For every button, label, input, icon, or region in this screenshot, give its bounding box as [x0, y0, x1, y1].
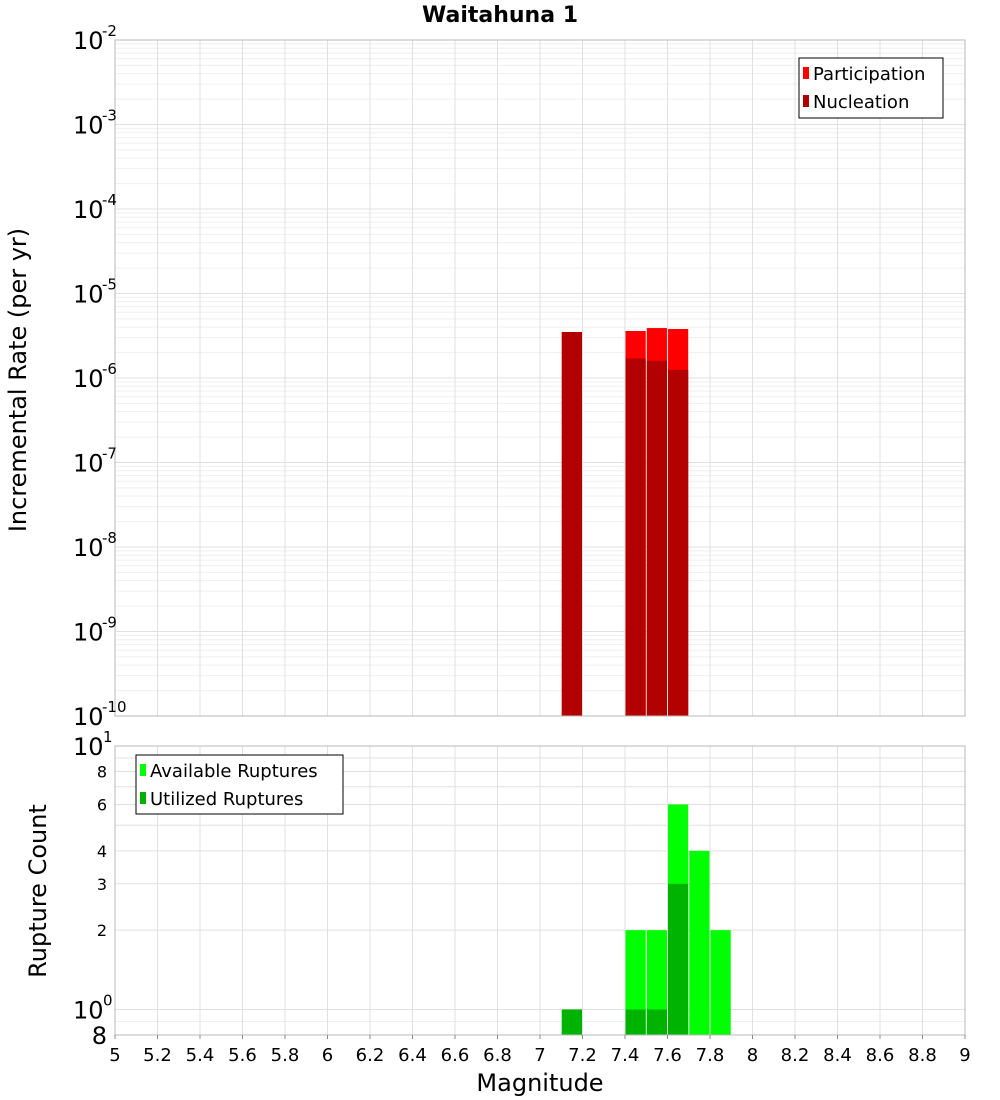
x-tick-label: 5	[109, 1045, 121, 1066]
nucleation-legend-swatch	[803, 95, 809, 107]
rate-y-tick-label: 10	[73, 280, 104, 309]
available-ruptures-bar	[711, 930, 731, 1035]
available-ruptures-bar	[689, 851, 709, 1035]
rate-y-tick-exponent: -2	[102, 22, 117, 40]
utilized-legend-swatch	[140, 792, 146, 804]
nucleation-bar	[668, 370, 688, 716]
count-y-tick-label: 8	[96, 762, 107, 782]
x-tick-label: 5.6	[228, 1045, 257, 1066]
chart-title: Waitahuna 1	[421, 3, 579, 28]
x-tick-label: 7.8	[695, 1045, 725, 1066]
count-y-power-tick-exponent: 1	[103, 728, 113, 746]
x-tick-label: 8.6	[865, 1045, 895, 1066]
count-y-tick-label: 3	[96, 874, 107, 894]
count-y-tick-label: 4	[96, 841, 107, 861]
count-y-ticks	[73, 728, 113, 1050]
rate-gridlines	[115, 40, 965, 716]
rate-legend	[799, 58, 943, 118]
x-tick-label: 8	[746, 1045, 759, 1066]
utilized-ruptures-bar	[562, 1009, 582, 1035]
rate-y-tick-label: 10	[73, 703, 104, 731]
count-y-axis-label: Rupture Count	[24, 804, 52, 978]
x-tick-label: 7.6	[653, 1045, 682, 1066]
nucleation-legend-label: Nucleation	[813, 92, 910, 113]
rate-y-tick-label: 10	[73, 196, 104, 224]
x-tick-label: 6.4	[398, 1045, 427, 1066]
rate-y-tick-exponent: -10	[102, 698, 127, 716]
rate-y-tick-exponent: -8	[102, 529, 117, 547]
x-axis-label: Magnitude	[476, 1069, 604, 1097]
x-tick-label: 5.2	[143, 1045, 172, 1066]
rate-y-tick-exponent: -9	[102, 613, 117, 632]
rate-y-tick-exponent: -7	[102, 444, 117, 463]
x-tick-label: 5.8	[270, 1045, 300, 1066]
nucleation-bar	[626, 359, 646, 716]
rate-y-tick-label: 10	[73, 449, 104, 478]
x-tick-label: 5.4	[185, 1045, 215, 1066]
count-y-power-tick-exponent: 0	[103, 991, 113, 1010]
utilized-ruptures-bar	[668, 884, 688, 1035]
x-tick-label: 6.6	[440, 1045, 470, 1066]
utilized-ruptures-bar	[626, 1009, 646, 1035]
count-legend	[136, 755, 343, 814]
count-y-tick-label: 6	[96, 795, 107, 815]
rate-y-tick-label: 10	[73, 534, 104, 562]
available-legend-swatch	[140, 764, 146, 776]
rate-y-tick-exponent: -4	[102, 191, 117, 209]
count-y-tick-label: 2	[96, 921, 107, 941]
rate-y-tick-label: 10	[73, 618, 104, 647]
magnitude-x-ticks	[109, 1035, 970, 1066]
rate-y-tick-label: 10	[73, 111, 104, 140]
x-tick-label: 8.8	[908, 1045, 937, 1066]
x-tick-label: 9	[959, 1045, 971, 1066]
rate-y-tick-exponent: -5	[102, 275, 117, 294]
x-tick-label: 6.8	[483, 1045, 512, 1066]
count-y-power-tick-label: 10	[73, 996, 104, 1025]
count-y-power-tick-label: 10	[73, 733, 104, 761]
nucleation-bar	[647, 361, 667, 716]
x-tick-label: 8.4	[823, 1045, 852, 1066]
x-tick-label: 7.2	[568, 1045, 597, 1066]
x-tick-label: 7.4	[610, 1045, 640, 1066]
rate-y-tick-exponent: -6	[102, 360, 117, 378]
x-tick-label: 8.2	[780, 1045, 810, 1066]
participation-legend-label: Participation	[813, 64, 926, 85]
rate-y-tick-label: 10	[73, 27, 104, 55]
rate-y-axis-label: Incremental Rate (per yr)	[4, 227, 32, 533]
x-tick-label: 6.2	[355, 1045, 385, 1066]
utilized-ruptures-bar	[647, 1009, 667, 1035]
rate-y-tick-label: 10	[73, 365, 104, 393]
nucleation-bar	[562, 332, 582, 716]
count-y-bottom-tick-label: 8	[91, 1022, 107, 1050]
x-tick-label: 7	[534, 1045, 546, 1066]
rate-y-tick-exponent: -3	[102, 106, 117, 125]
x-tick-label: 6	[321, 1045, 334, 1066]
participation-legend-swatch	[803, 67, 809, 79]
utilized-legend-label: Utilized Ruptures	[150, 789, 304, 810]
available-legend-label: Available Ruptures	[150, 761, 318, 782]
